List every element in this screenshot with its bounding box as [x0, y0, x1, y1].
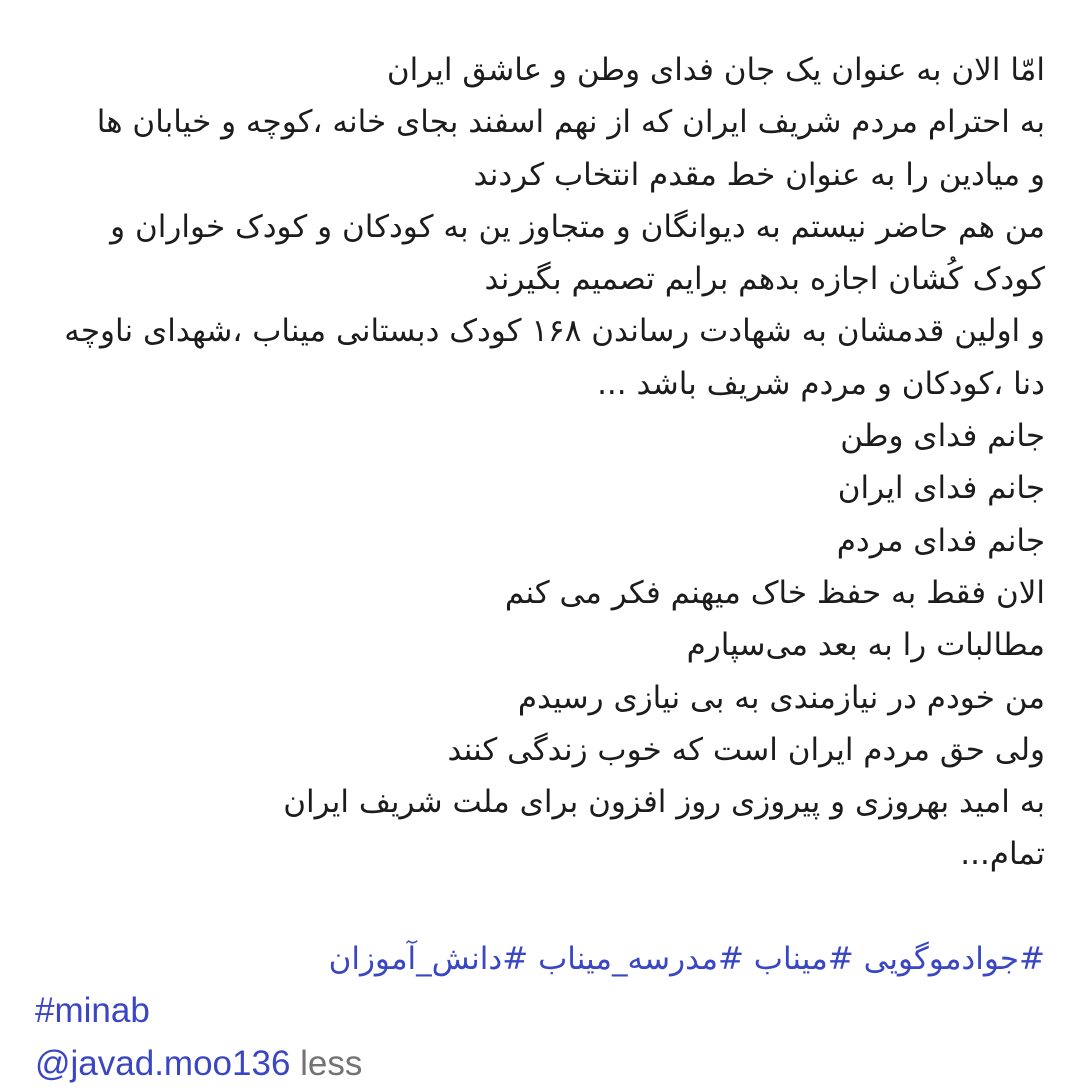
caption-line: الان فقط به حفظ خاک میهنم فکر می کنم: [504, 574, 1045, 611]
hashtag-link[interactable]: #میناب: [753, 941, 854, 978]
less-button[interactable]: less: [300, 1043, 363, 1083]
caption-line: کودک کُشان اجازه بدهم برایم تصمیم بگیرند: [484, 261, 1045, 298]
caption-line: امّا الان به عنوان یک جان فدای وطن و عاشق ایران: [386, 52, 1045, 88]
caption-line: من هم حاضر نیستم به دیوانگان و متجاوز ین به کودکان و کودک خواران و: [110, 208, 1045, 245]
caption-line: و میادین را به عنوان خط مقدم انتخاب کردند: [473, 156, 1045, 193]
caption-line: جانم فدای مردم: [836, 522, 1045, 559]
caption-line: من خودم در نیازمندی به بی نیازی رسیدم: [517, 679, 1045, 716]
caption-line: به احترام مردم شریف ایران که از نهم اسفند بجای خانه ،کوچه و خیابان ها: [96, 104, 1045, 141]
hashtag-link[interactable]: #دانش_آموزان: [328, 941, 529, 978]
caption-line: مطالبات را به بعد می‌سپارم: [686, 627, 1045, 664]
caption-line: جانم فدای ایران: [837, 470, 1045, 507]
caption-line: و اولین قدمشان به شهادت رساندن ۱۶۸ کودک دبستانی میناب ،شهدای ناوچه: [64, 313, 1045, 350]
caption-line: جانم فدای وطن: [840, 418, 1045, 455]
mention-link[interactable]: @javad.moo136: [35, 1043, 291, 1083]
hashtags-fa: [35, 933, 1045, 985]
caption-line: دنا ،کودکان و مردم شریف باشد ...: [597, 365, 1045, 402]
caption-line: به امید بهروزی و پیروزی روز افزون برای ملت شریف ایران: [283, 784, 1045, 821]
mention-line: [35, 1038, 1045, 1090]
hashtag-link[interactable]: #مدرسه_میناب: [538, 941, 744, 978]
post-caption: [35, 44, 1045, 1090]
caption-line: تمام...: [960, 836, 1045, 873]
blank-line: [35, 881, 1045, 933]
hashtag-link[interactable]: #جوادموگویی: [863, 941, 1045, 978]
hashtag-minab-link[interactable]: #minab: [35, 991, 150, 1031]
caption-line: ولی حق مردم ایران است که خوب زندگی کنند: [447, 731, 1045, 768]
hashtag-en-line: [35, 985, 1045, 1037]
